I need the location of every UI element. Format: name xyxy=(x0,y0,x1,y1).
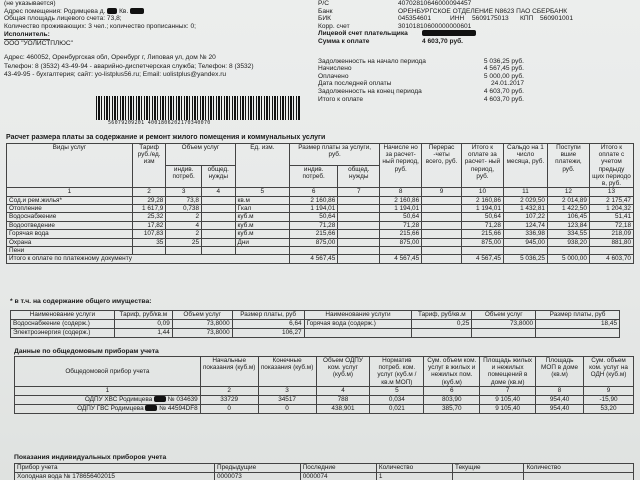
table-cell: 1 194,01 xyxy=(380,205,422,213)
table-cell xyxy=(422,255,462,263)
table-cell xyxy=(202,205,236,213)
table-cell: 18,45 xyxy=(536,320,620,329)
table-cell: 0000073 xyxy=(214,473,300,480)
table-cell xyxy=(338,196,380,204)
table-cell: -15,90 xyxy=(584,395,634,404)
included-header-row xyxy=(11,311,620,320)
table-row xyxy=(7,213,634,221)
hdr-tariff: Тариф руб./ед. изм xyxy=(132,144,166,188)
table-cell xyxy=(453,473,524,480)
ipu-table xyxy=(14,463,634,480)
redacted-house xyxy=(107,8,117,14)
column-number: 3 xyxy=(166,188,202,196)
table-cell xyxy=(338,255,380,263)
table-cell: 954,40 xyxy=(536,395,584,404)
table-cell: 1 xyxy=(376,473,452,480)
table-cell: 4 xyxy=(166,221,202,229)
table-cell: 71,28 xyxy=(461,221,503,229)
table-cell xyxy=(202,213,236,221)
table-cell: кв.м xyxy=(235,196,290,204)
column-number: 9 xyxy=(584,386,634,395)
table-cell: 106,45 xyxy=(547,213,589,221)
ipu-header: Текущие xyxy=(453,464,524,473)
total-charge: 4 567,45 xyxy=(290,255,338,263)
table-cell xyxy=(132,247,166,255)
hdr-accrued: Начисле но за расчет- ный период, руб. xyxy=(380,144,422,188)
table-cell: 0,738 xyxy=(166,205,202,213)
table-cell xyxy=(338,213,380,221)
table-cell: 6,64 xyxy=(232,320,304,329)
redacted-flat xyxy=(130,8,144,14)
summary-row xyxy=(318,65,638,73)
table-cell: 215,66 xyxy=(461,230,503,238)
table-cell: 0000074 xyxy=(300,473,376,480)
service-name: Сод.и рем.жилья* xyxy=(7,196,133,204)
table-cell: 25,32 xyxy=(132,213,166,221)
table-cell: 1 432,81 xyxy=(503,205,547,213)
odpu-header-row xyxy=(15,357,634,387)
table-cell: Гкал xyxy=(235,205,290,213)
column-number: 7 xyxy=(480,386,536,395)
hdr-charge: Размер платы за услуги, руб. xyxy=(290,144,380,166)
table-cell: 2 014,89 xyxy=(547,196,589,204)
table-cell: 0,09 xyxy=(114,320,172,329)
service-name: Водоотведение xyxy=(7,221,133,229)
summary-value: 5 000,00 руб. xyxy=(483,72,524,80)
bank-details xyxy=(318,0,638,103)
table-cell: 438,901 xyxy=(316,404,370,413)
table-cell xyxy=(412,329,472,338)
table-cell: 73,8000 xyxy=(172,320,232,329)
column-number: 5 xyxy=(235,188,290,196)
meter-name xyxy=(15,404,201,413)
included-table xyxy=(10,310,620,338)
executor-phones-1: Телефон: 8 (3532) 43-49-94 - аварийно-диспетчерская служба; Телефон: 8 (3532) xyxy=(4,63,254,71)
summary-row xyxy=(318,80,638,88)
table-cell: 938,20 xyxy=(547,238,589,246)
table-cell: 124,74 xyxy=(503,221,547,229)
total-grand: 4 603,70 xyxy=(589,255,633,263)
executor-name: ООО "УОЛИСТПЛЮС" xyxy=(4,39,73,47)
table-cell: 71,28 xyxy=(290,221,338,229)
table-cell: 123,84 xyxy=(547,221,589,229)
table-cell xyxy=(202,247,236,255)
meter-number: № 034639 xyxy=(166,395,198,403)
table-cell: 50,64 xyxy=(380,213,422,221)
table-cell: 0,25 xyxy=(412,320,472,329)
column-number: 2 xyxy=(200,386,258,395)
ipu-header: Последние xyxy=(300,464,376,473)
table-cell xyxy=(166,247,202,255)
hdr-unit: Ед. изм. xyxy=(235,144,290,188)
barcode xyxy=(96,96,300,120)
table-cell: 215,66 xyxy=(380,230,422,238)
table-cell: 2 029,50 xyxy=(503,196,547,204)
column-number: 8 xyxy=(536,386,584,395)
kpp-label: КПП xyxy=(520,15,534,23)
executor-address: Адрес: 460052, Оренбургская обл, Оренбург г, Липовая ул, дом № 20 xyxy=(4,53,216,61)
odpu-header: Сум. объем ком. услуг на ОДН (куб.м) xyxy=(584,357,634,387)
table-cell: 1 617,9 xyxy=(132,205,166,213)
table-cell: Электроэнергия (содерж.) xyxy=(11,329,115,338)
total-label: Сумма к оплате xyxy=(318,37,370,45)
table-cell xyxy=(547,247,589,255)
table-cell: 336,98 xyxy=(503,230,547,238)
included-header: Объем услуг xyxy=(172,311,232,320)
meter-number: № 44594DF8 xyxy=(157,404,198,412)
table-cell xyxy=(202,230,236,238)
table-cell xyxy=(202,196,236,204)
hdr-saldo: Сальдо на 1 число месяца, руб. xyxy=(503,144,547,188)
table-row xyxy=(11,320,620,329)
total-accrued: 4 567,45 xyxy=(380,255,422,263)
redacted-house xyxy=(145,405,157,411)
table-cell: 1 422,50 xyxy=(547,205,589,213)
summary-label: Итого к оплате xyxy=(318,95,364,103)
hdr-service: Виды услуг xyxy=(7,144,133,188)
table-cell: 1 194,01 xyxy=(461,205,503,213)
summary-label: Задолженность на начало периода xyxy=(318,57,426,65)
table-cell xyxy=(422,238,462,246)
summary-value: 4 603,70 руб. xyxy=(483,87,524,95)
table-cell: 2 160,86 xyxy=(380,196,422,204)
table-cell: 875,00 xyxy=(380,238,422,246)
ipu-header-row xyxy=(15,464,634,473)
total-row-label: Итого к оплате по платежному документу xyxy=(7,255,290,263)
included-body xyxy=(11,311,620,338)
hdr-volume: Объем услуг xyxy=(166,144,235,166)
kpp-value: 560901001 xyxy=(540,15,574,23)
column-number: 8 xyxy=(380,188,422,196)
table-cell: 1,44 xyxy=(114,329,172,338)
table-cell: 72,18 xyxy=(589,221,633,229)
table-row xyxy=(15,395,634,404)
odpu-body xyxy=(15,357,634,414)
service-name: Пени xyxy=(7,247,133,255)
odpu-table xyxy=(14,356,634,414)
inn-label: ИНН xyxy=(450,15,465,23)
ipu-title: Показания индивидуальных приборов учета xyxy=(14,454,167,461)
table-cell xyxy=(422,213,462,221)
table-cell: 945,00 xyxy=(503,238,547,246)
included-header: Объем услуг xyxy=(472,311,536,320)
table-cell xyxy=(472,329,536,338)
included-header: Наименование услуги xyxy=(11,311,115,320)
ipu-header: Количество xyxy=(376,464,452,473)
table-cell xyxy=(338,247,380,255)
bank-value: ОРЕНБУРГСКОЕ ОТДЕЛЕНИЕ N8623 ПАО СБЕРБАНК xyxy=(398,7,568,15)
table-cell xyxy=(524,473,634,480)
table-cell: 51,41 xyxy=(589,213,633,221)
table-cell: 107,22 xyxy=(503,213,547,221)
summary-value: 4 603,70 руб. xyxy=(483,95,524,103)
table-cell: Дни xyxy=(235,238,290,246)
included-header: Тариф, руб/кв.м xyxy=(114,311,172,320)
table-cell: 29,28 xyxy=(132,196,166,204)
charges-body xyxy=(7,188,634,264)
table-cell xyxy=(422,230,462,238)
meter-label: ОДПУ ХВС Родимцева xyxy=(84,395,154,403)
summary-value: 5 036,25 руб. xyxy=(483,57,524,65)
summary-label: Дата последней оплаты xyxy=(318,80,392,88)
table-row xyxy=(15,404,634,413)
table-cell: 0,021 xyxy=(370,404,424,413)
main-title: Расчет размера платы за содержание и ремонт жилого помещения и коммунальных услуги xyxy=(6,134,326,141)
bank-label: Банк xyxy=(318,7,333,15)
table-cell: 25 xyxy=(166,238,202,246)
meter-name xyxy=(15,395,201,404)
table-row xyxy=(11,329,620,338)
table-cell: Холодная вода № 178656402015 xyxy=(15,473,215,480)
table-cell xyxy=(202,238,236,246)
table-cell: 53,20 xyxy=(584,404,634,413)
column-number-row xyxy=(7,188,634,196)
table-cell: 1 194,01 xyxy=(290,205,338,213)
column-number: 12 xyxy=(547,188,589,196)
summary-value: 24.01.2017 xyxy=(490,80,524,88)
table-cell xyxy=(338,205,380,213)
total-paid: 5 000,00 xyxy=(547,255,589,263)
table-cell: 954,40 xyxy=(536,404,584,413)
table-cell: куб.м xyxy=(235,221,290,229)
column-number: 4 xyxy=(316,386,370,395)
ipu-header: Количество xyxy=(524,464,634,473)
table-cell xyxy=(290,247,338,255)
rs-value: 40702810646000094457 xyxy=(398,0,472,7)
table-cell xyxy=(422,196,462,204)
redacted-house xyxy=(154,396,166,402)
odpu-title: Данные по общедомовым приборам учета xyxy=(14,348,159,355)
odpu-header: Начальные показания (куб.м) xyxy=(200,357,258,387)
table-cell xyxy=(202,221,236,229)
table-cell xyxy=(461,247,503,255)
ipu-header: Предыдущие xyxy=(214,464,300,473)
redacted-account xyxy=(422,30,476,36)
table-cell: 215,66 xyxy=(290,230,338,238)
column-number: 4 xyxy=(202,188,236,196)
summary-row xyxy=(318,58,638,66)
summary-value: 4 567,45 руб. xyxy=(483,65,524,73)
table-cell xyxy=(422,205,462,213)
table-cell: 803,90 xyxy=(424,395,480,404)
service-name: Водоснабжение xyxy=(7,213,133,221)
table-cell: 107,83 xyxy=(132,230,166,238)
table-cell: 50,64 xyxy=(290,213,338,221)
table-cell: 106,27 xyxy=(232,329,304,338)
table-cell: 2 xyxy=(166,230,202,238)
included-header: Тариф, руб/кв.м xyxy=(412,311,472,320)
column-number: 2 xyxy=(132,188,166,196)
table-row xyxy=(7,221,634,229)
barcode-text: 56079209201 4001806202170340070 xyxy=(108,120,211,126)
table-cell: 71,28 xyxy=(380,221,422,229)
table-cell xyxy=(589,247,633,255)
odpu-header: Конечные показания (куб.м) xyxy=(258,357,316,387)
ipu-body xyxy=(15,464,634,480)
table-row xyxy=(7,196,634,204)
table-cell: Водоснабжение (содерж.) xyxy=(11,320,115,329)
table-row xyxy=(7,205,634,213)
table-row xyxy=(7,238,634,246)
included-title: * в т.ч. на содержание общего имущества: xyxy=(10,298,152,305)
table-cell xyxy=(338,221,380,229)
total-to-pay: 4 567,45 xyxy=(461,255,503,263)
column-number: 1 xyxy=(7,188,133,196)
total-saldo: 5 036,25 xyxy=(503,255,547,263)
ks-label: Корр. счет xyxy=(318,22,350,30)
hdr-ch-ind: индив. потреб. xyxy=(290,166,338,188)
service-name: Охрана xyxy=(7,238,133,246)
hdr-ch-common: общед. нужды xyxy=(338,166,380,188)
table-cell xyxy=(304,329,412,338)
table-cell: 218,09 xyxy=(589,230,633,238)
table-cell xyxy=(536,329,620,338)
table-cell: 875,00 xyxy=(461,238,503,246)
table-cell: 385,70 xyxy=(424,404,480,413)
service-name: Горячая вода xyxy=(7,230,133,238)
odpu-header: Сум. объем ком. услуг в жилых и нежилых пом. (куб.м) xyxy=(424,357,480,387)
table-cell: 17,82 xyxy=(132,221,166,229)
table-cell: 2 175,47 xyxy=(589,196,633,204)
table-cell: 0 xyxy=(200,404,258,413)
hdr-total: Итого к оплате с учетом предыду щих периодо в, руб. xyxy=(589,144,633,188)
table-cell xyxy=(235,247,290,255)
table-cell xyxy=(380,247,422,255)
address-line: Адрес помещения: Родимцева д. Кв. xyxy=(4,8,304,16)
included-header: Размер платы, руб xyxy=(536,311,620,320)
table-cell xyxy=(422,221,462,229)
odpu-header: Площадь МОП в доме (кв.м) xyxy=(536,357,584,387)
table-row xyxy=(7,247,634,255)
table-cell: 334,55 xyxy=(547,230,589,238)
table-cell: 788 xyxy=(316,395,370,404)
table-cell: 73,8000 xyxy=(472,320,536,329)
column-number: 11 xyxy=(503,188,547,196)
table-cell: 73,8000 xyxy=(172,329,232,338)
area-line: Общая площадь лицевого счета: 73,8; xyxy=(4,15,122,23)
executor-label: Исполнитель: xyxy=(4,31,50,39)
table-cell: 881,80 xyxy=(589,238,633,246)
column-number: 13 xyxy=(589,188,633,196)
ipu-header: Прибор учета xyxy=(15,464,215,473)
inn-value: 5609175013 xyxy=(472,15,509,23)
total-row xyxy=(7,255,634,263)
column-number: 1 xyxy=(15,386,201,395)
rs-label: Р/С xyxy=(318,0,329,7)
table-cell xyxy=(338,238,380,246)
table-row xyxy=(7,230,634,238)
summary-list xyxy=(318,58,638,104)
table-cell: 2 160,86 xyxy=(290,196,338,204)
table-cell xyxy=(422,247,462,255)
table-cell: 73,8 xyxy=(166,196,202,204)
table-cell xyxy=(503,247,547,255)
payer-info xyxy=(4,0,304,78)
table-cell: 9 105,40 xyxy=(480,395,536,404)
odpu-header: Объем ОДПУ ком. услуг (куб.м) xyxy=(316,357,370,387)
table-cell: 875,00 xyxy=(290,238,338,246)
odpu-header: Общедомовой прибор учета xyxy=(15,357,201,387)
odpu-header: Норматив потреб. ком. услуг (куб.м /кв.м МОП) xyxy=(370,357,424,387)
hdr-recalc: Перерас -четы всего, руб. xyxy=(422,144,462,188)
table-cell: 2 xyxy=(166,213,202,221)
table-cell: Горячая вода (содерж.) xyxy=(304,320,412,329)
bik-label: БИК xyxy=(318,15,331,23)
residents-line: Количество проживающих: 3 чел.; количество прописанных: 0; xyxy=(4,22,196,30)
table-cell: 33729 xyxy=(200,395,258,404)
included-header: Размер платы, руб xyxy=(232,311,304,320)
meter-label: ОДПУ ГВС Родимцева xyxy=(77,404,146,412)
hdr-vol-common: общед. нужды xyxy=(202,166,236,188)
summary-row xyxy=(318,96,638,104)
table-cell: 0 xyxy=(258,404,316,413)
table-cell: 35 xyxy=(132,238,166,246)
hdr-paid: Поступи вшие платежи, руб. xyxy=(547,144,589,188)
table-cell: куб.м xyxy=(235,230,290,238)
odpu-header: Площадь жилых и нежилых помещений в доме (кв.м) xyxy=(480,357,536,387)
executor-phones-2: 43-49-95 - бухгалтерия; сайт: yo-listplus56.ru; Email: uolistplus@yandex.ru xyxy=(4,70,227,78)
included-header: Наименование услуги xyxy=(304,311,412,320)
summary-label: Начислено xyxy=(318,65,352,73)
table-cell: 34517 xyxy=(258,395,316,404)
column-number: 7 xyxy=(338,188,380,196)
hdr-vol-ind: индив. потреб. xyxy=(166,166,202,188)
hdr-to-pay: Итого к оплате за расчет- ный период, руб. xyxy=(461,144,503,188)
column-number: 5 xyxy=(370,386,424,395)
summary-row xyxy=(318,88,638,96)
table-cell: 2 160,86 xyxy=(461,196,503,204)
summary-label: Задолженность на конец периода xyxy=(318,87,422,95)
table-cell xyxy=(338,230,380,238)
bik-value: 045354601 xyxy=(398,15,432,23)
service-name: Отопление xyxy=(7,205,133,213)
table-cell: куб.м xyxy=(235,213,290,221)
table-cell: 1 204,32 xyxy=(589,205,633,213)
column-number: 10 xyxy=(461,188,503,196)
column-number: 6 xyxy=(290,188,338,196)
column-number: 9 xyxy=(422,188,462,196)
total-value: 4 603,70 руб. xyxy=(422,37,464,45)
table-cell: 9 105,40 xyxy=(480,404,536,413)
ks-value: 30101810600000000601 xyxy=(398,22,472,30)
table-cell: 0,034 xyxy=(370,395,424,404)
table-row xyxy=(15,473,634,480)
header-line0: (не указывается) xyxy=(4,0,56,7)
account-label: Лицевой счет плательщика xyxy=(318,30,408,38)
column-number: 6 xyxy=(424,386,480,395)
column-number: 3 xyxy=(258,386,316,395)
charges-table xyxy=(6,143,634,264)
table-cell: 50,64 xyxy=(461,213,503,221)
summary-label: Оплачено xyxy=(318,72,349,80)
column-number-row xyxy=(15,386,634,395)
